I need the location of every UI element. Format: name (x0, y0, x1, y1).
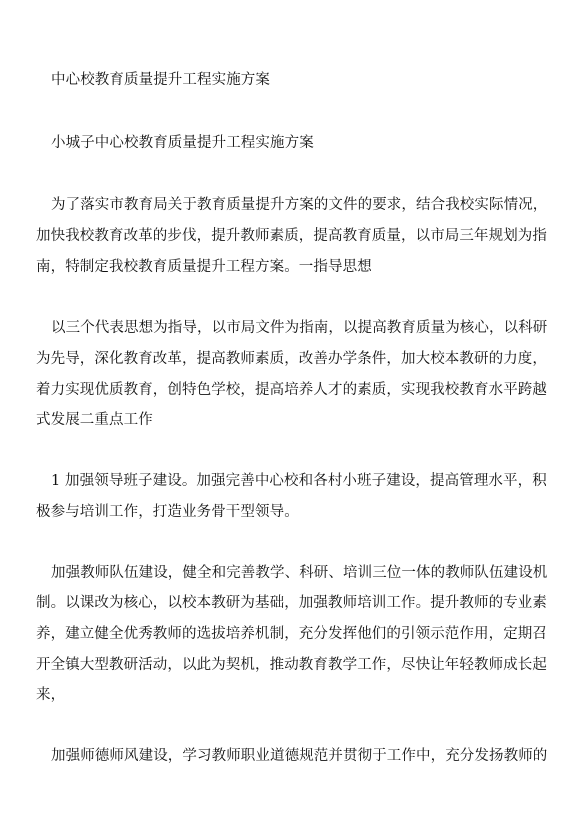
paragraph-line: 着力实现优质教育，创特色学校，提高培养人才的素质，实现我校教育水平跨越 (36, 382, 547, 398)
paragraph-line: 以三个代表思想为指导，以市局文件为指南，以提高教育质量为核心，以科研 (51, 320, 548, 336)
paragraph-line: 加快我校教育改革的步伐，提升教师素质，提高教育质量，以市局三年规划为指 (36, 228, 547, 244)
paragraph-line: 极参与培训工作，打造业务骨干型领导。 (36, 504, 299, 520)
paragraph-line: 式发展二重点工作 (36, 412, 153, 428)
paragraph-line: 南，特制定我校教育质量提升工程方案。一指导思想 (36, 259, 372, 275)
paragraph-line: 养，建立健全优秀教师的选拔培养机制，充分发挥他们的引领示范作用，定期召 (36, 626, 547, 642)
document-subtitle: 小城子中心校教育质量提升工程实施方案 (51, 135, 314, 151)
paragraph-line: 制。以课改为核心，以校本教研为基础，加强教师培训工作。提升教师的专业素 (36, 595, 547, 611)
paragraph-line: 加强教师队伍建设，健全和完善教学、科研、培训三位一体的教师队伍建设机 (51, 565, 548, 581)
document-title: 中心校教育质量提升工程实施方案 (51, 72, 270, 88)
paragraph-line: 1 加强领导班子建设。加强完善中心校和各村小班子建设，提高管理水平，积 (51, 473, 547, 489)
paragraph-line: 开全镇大型教研活动，以此为契机，推动教育教学工作，尽快让年轻教师成长起 (36, 657, 547, 673)
paragraph-line: 为了落实市教育局关于教育质量提升方案的文件的要求，结合我校实际情况， (51, 197, 548, 213)
paragraph-line: 加强师德师风建设，学习教师职业道德规范并贯彻于工作中，充分发扬教师的 (51, 748, 548, 764)
paragraph-line: 为先导，深化教育改革，提高教师素质，改善办学条件，加大校本教研的力度， (36, 351, 547, 367)
paragraph-line: 来， (36, 687, 66, 703)
